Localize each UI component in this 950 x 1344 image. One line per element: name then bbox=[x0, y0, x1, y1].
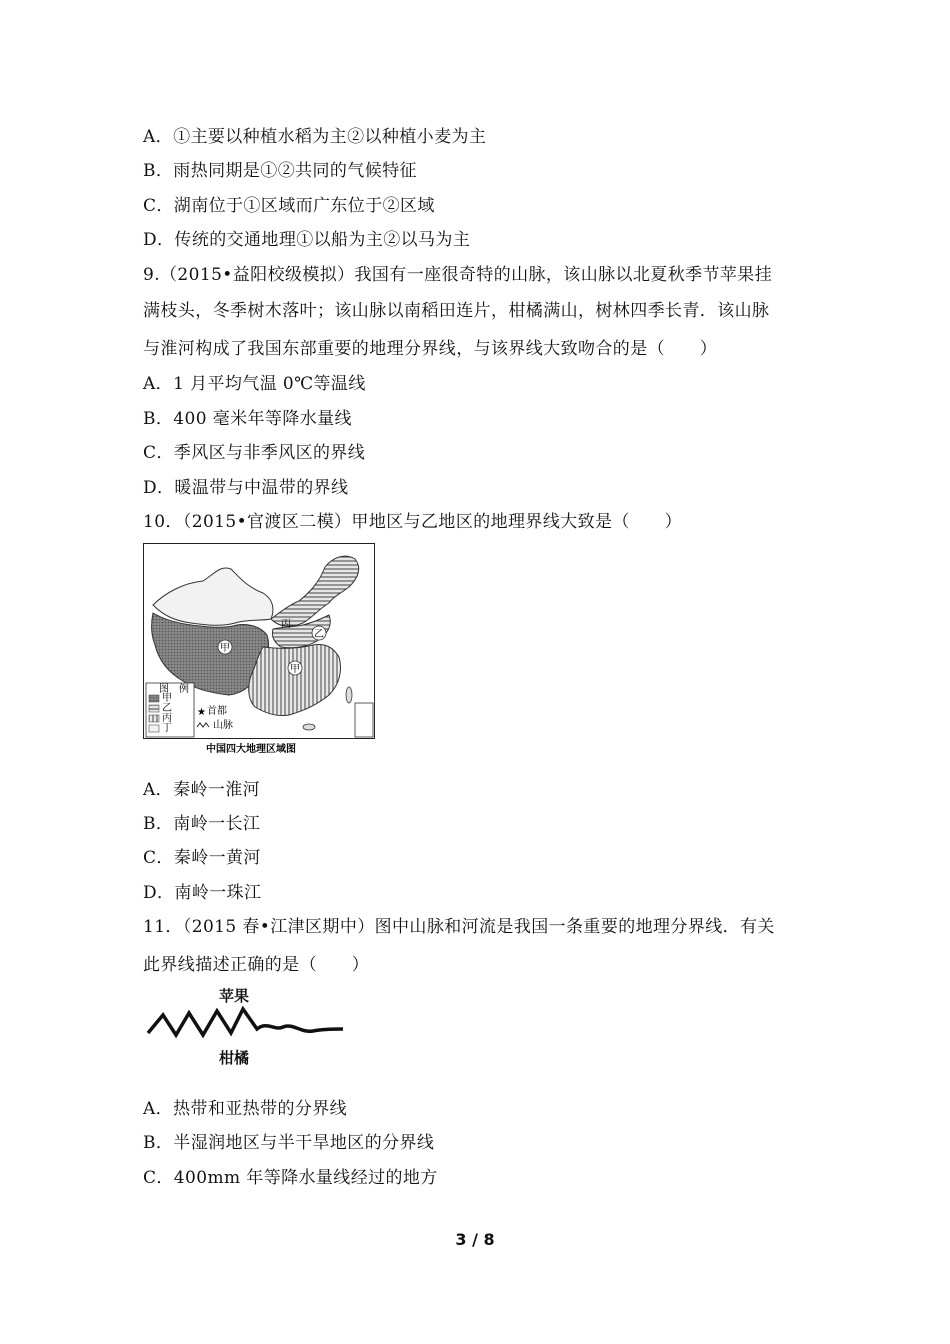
legend-capital: 首都 bbox=[207, 706, 227, 717]
q11-stem-line-1: 11．（2015 春•江津区期中）图中山脉和河流是我国一条重要的地理分界线．有关 bbox=[143, 917, 775, 937]
q9-option-d: D．暖温带与中温带的界线 bbox=[143, 478, 349, 498]
q10-option-a: A．秦岭一淮河 bbox=[143, 780, 261, 800]
china-regions-map bbox=[143, 543, 375, 758]
q10-option-b: B．南岭一长江 bbox=[143, 814, 261, 834]
q8-option-a: A．①主要以种植水稻为主②以种植小麦为主 bbox=[143, 127, 487, 147]
legend-item-bing: 丙 bbox=[162, 713, 172, 724]
q11-option-a: A．热带和亚热带的分界线 bbox=[143, 1099, 348, 1119]
map-label-bing: 丙 bbox=[281, 619, 291, 630]
q10-option-d: D．南岭一珠江 bbox=[143, 883, 262, 903]
q8-option-c: C．湖南位于①区域而广东位于②区域 bbox=[143, 196, 435, 216]
q11-stem-line-2: 此界线描述正确的是（ ） bbox=[143, 955, 370, 975]
q9-stem-line-1: 9.（2015•益阳校级模拟）我国有一座很奇特的山脉，该山脉以北夏秋季节苹果挂 bbox=[143, 265, 773, 285]
q9-option-a: A．1 月平均气温 0℃等温线 bbox=[143, 374, 366, 394]
star-icon: ★ bbox=[197, 707, 206, 718]
map-caption: 中国四大地理区域图 bbox=[206, 744, 296, 755]
q11-option-b: B．半湿润地区与半干旱地区的分界线 bbox=[143, 1133, 435, 1153]
q9-stem-line-2: 满枝头，冬季树木落叶；该山脉以南稻田连片，柑橘满山，树林四季长青．该山脉 bbox=[143, 301, 770, 321]
legend-item-yi: 乙 bbox=[162, 703, 172, 714]
figure-label-apple: 苹果 bbox=[219, 987, 250, 1005]
legend-mountain: 山脉 bbox=[213, 720, 233, 731]
page-number: 3 / 8 bbox=[455, 1230, 495, 1249]
q10-stem: 10．（2015•官渡区二模）甲地区与乙地区的地理界线大致是（ ） bbox=[143, 512, 683, 532]
map-label-jia-south: 甲 bbox=[290, 664, 300, 675]
q8-option-d: D．传统的交通地理①以船为主②以马为主 bbox=[143, 230, 471, 250]
legend-title: 图 例 bbox=[159, 684, 189, 695]
legend-item-ding: 丁 bbox=[162, 723, 172, 734]
map-label-jia: 甲 bbox=[220, 643, 230, 654]
q10-option-c: C．秦岭一黄河 bbox=[143, 848, 261, 868]
q9-option-b: B．400 毫米年等降水量线 bbox=[143, 409, 352, 429]
figure-label-citrus: 柑橘 bbox=[219, 1049, 250, 1067]
mountain-river-line bbox=[148, 1009, 343, 1035]
mountain-river-figure bbox=[143, 985, 348, 1070]
map-label-yi: 乙 bbox=[314, 629, 324, 640]
q9-option-c: C．季风区与非季风区的界线 bbox=[143, 443, 366, 463]
q8-option-b: B．雨热同期是①②共同的气候特征 bbox=[143, 161, 417, 181]
legend-item-jia: 甲 bbox=[162, 693, 172, 704]
q9-stem-line-3: 与淮河构成了我国东部重要的地理分界线，与该界线大致吻合的是（ ） bbox=[143, 339, 718, 359]
q11-option-c: C．400mm 年等降水量线经过的地方 bbox=[143, 1168, 438, 1188]
